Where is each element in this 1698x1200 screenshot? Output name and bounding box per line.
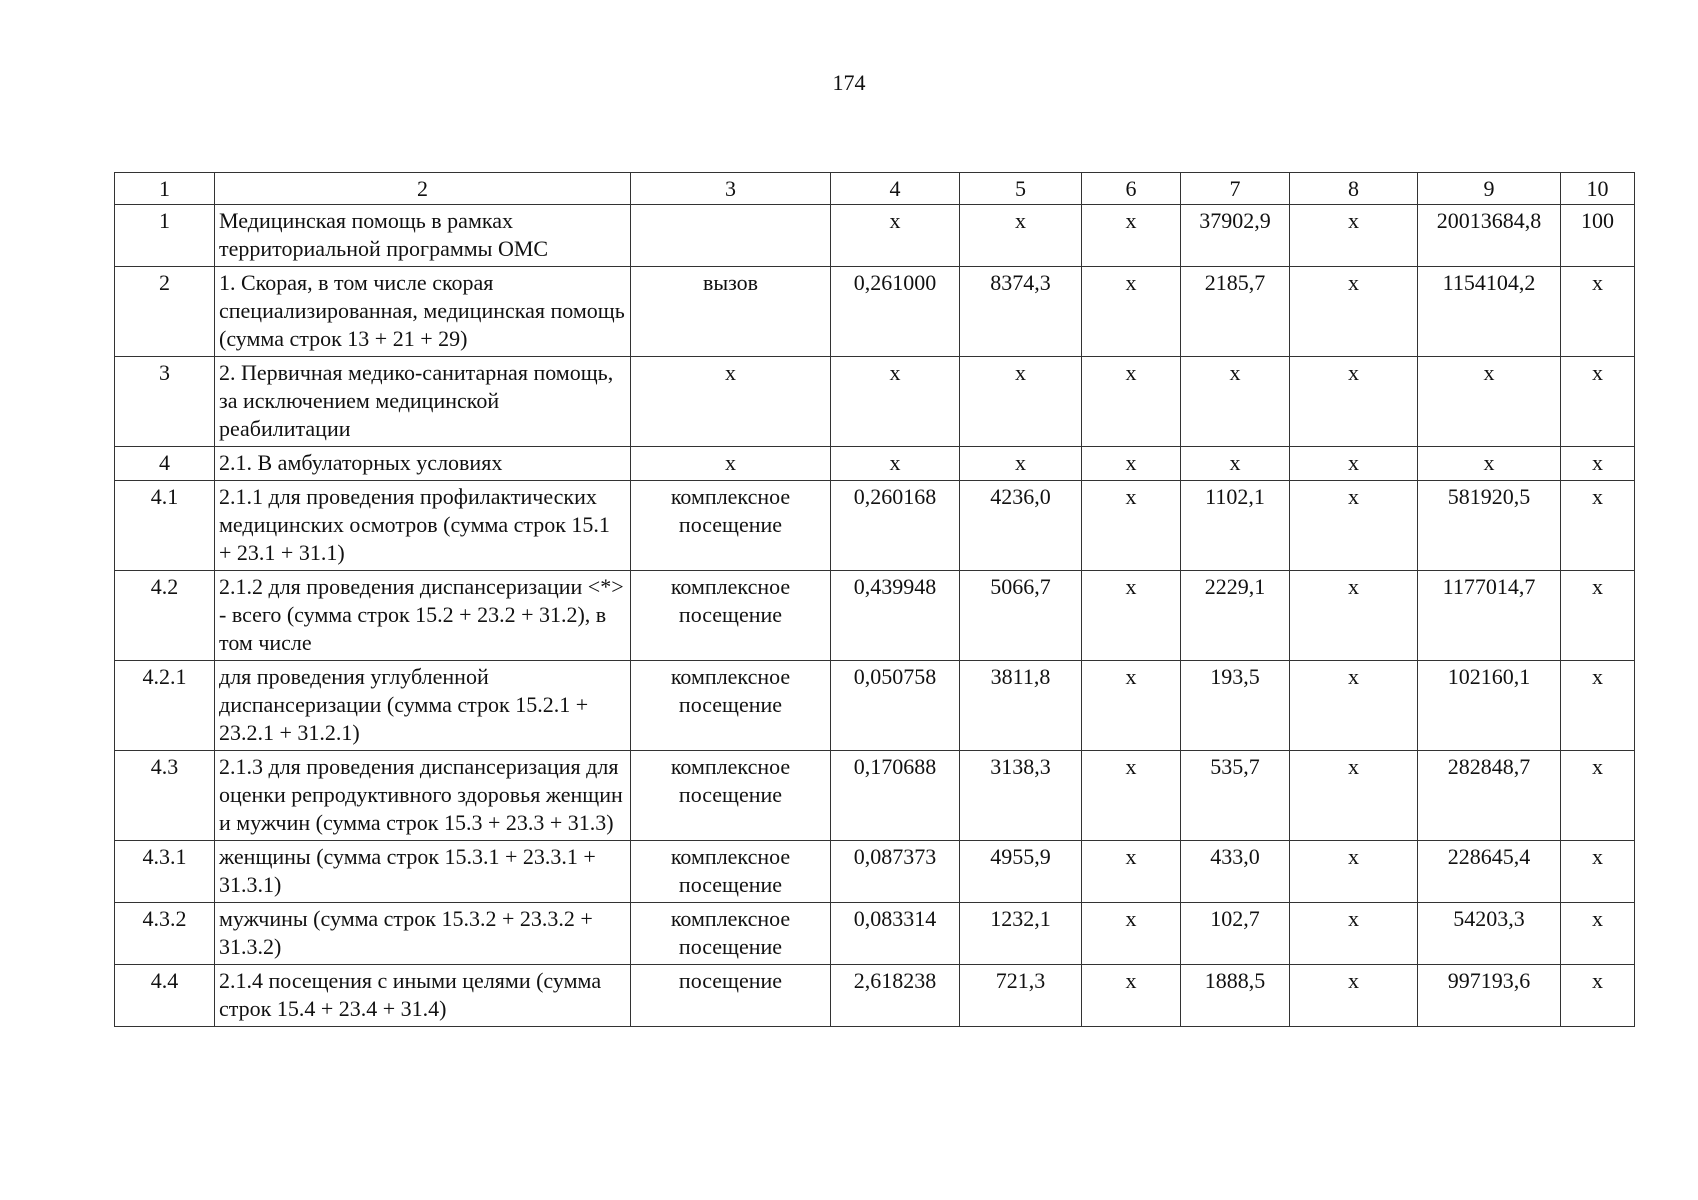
table-row bbox=[115, 357, 1635, 447]
value-cell: x bbox=[1082, 205, 1181, 267]
value-cell: x bbox=[1082, 447, 1181, 481]
value-cell: x bbox=[960, 447, 1082, 481]
value-cell: x bbox=[1082, 267, 1181, 357]
table-row bbox=[115, 571, 1635, 661]
value-cell: 2185,7 bbox=[1181, 267, 1290, 357]
value-cell: x bbox=[960, 205, 1082, 267]
value-cell: x bbox=[1181, 447, 1290, 481]
header-cell: 8 bbox=[1290, 173, 1418, 205]
table-row bbox=[115, 267, 1635, 357]
header-cell: 2 bbox=[215, 173, 631, 205]
row-name-cell: 2.1. В амбулаторных условиях bbox=[215, 447, 631, 481]
row-name-cell: 2.1.2 для проведения диспансеризации <*> - всего (сумма строк 15.2 + 23.2 + 31.2), в том числе bbox=[215, 571, 631, 661]
value-cell: x bbox=[1561, 267, 1635, 357]
value-cell: 2229,1 bbox=[1181, 571, 1290, 661]
unit-cell: комплексное посещение bbox=[631, 661, 831, 751]
value-cell: x bbox=[1082, 751, 1181, 841]
table-row bbox=[115, 751, 1635, 841]
value-cell: 997193,6 bbox=[1418, 965, 1561, 1027]
value-cell: 1102,1 bbox=[1181, 481, 1290, 571]
value-cell: 2,618238 bbox=[831, 965, 960, 1027]
row-name-cell: женщины (сумма строк 15.3.1 + 23.3.1 + 31.3.1) bbox=[215, 841, 631, 903]
row-number-cell: 4.1 bbox=[115, 481, 215, 571]
unit-cell: комплексное посещение bbox=[631, 571, 831, 661]
value-cell: x bbox=[1290, 903, 1418, 965]
row-number-cell: 4.3 bbox=[115, 751, 215, 841]
page-number: 174 bbox=[832, 70, 866, 95]
table-row bbox=[115, 841, 1635, 903]
table-row bbox=[115, 903, 1635, 965]
row-number-cell: 4.3.1 bbox=[115, 841, 215, 903]
value-cell: 433,0 bbox=[1181, 841, 1290, 903]
header-cell: 3 bbox=[631, 173, 831, 205]
unit-cell: комплексное посещение bbox=[631, 481, 831, 571]
row-name-cell: мужчины (сумма строк 15.3.2 + 23.3.2 + 31.3.2) bbox=[215, 903, 631, 965]
value-cell: 102,7 bbox=[1181, 903, 1290, 965]
unit-cell: комплексное посещение bbox=[631, 751, 831, 841]
table-row bbox=[115, 481, 1635, 571]
row-number-cell: 1 bbox=[115, 205, 215, 267]
row-name-cell: для проведения углубленной диспансеризации (сумма строк 15.2.1 + 23.2.1 + 31.2.1) bbox=[215, 661, 631, 751]
value-cell: 0,261000 bbox=[831, 267, 960, 357]
header-cell: 4 bbox=[831, 173, 960, 205]
value-cell: 1154104,2 bbox=[1418, 267, 1561, 357]
row-name-cell: 2.1.4 посещения с иными целями (сумма строк 15.4 + 23.4 + 31.4) bbox=[215, 965, 631, 1027]
header-row bbox=[115, 173, 1635, 205]
value-cell: 4236,0 bbox=[960, 481, 1082, 571]
unit-cell: x bbox=[631, 357, 831, 447]
header-cell: 1 bbox=[115, 173, 215, 205]
table-row bbox=[115, 447, 1635, 481]
value-cell: x bbox=[1561, 447, 1635, 481]
value-cell: 4955,9 bbox=[960, 841, 1082, 903]
value-cell: x bbox=[1082, 571, 1181, 661]
unit-cell bbox=[631, 205, 831, 267]
value-cell: 721,3 bbox=[960, 965, 1082, 1027]
row-number-cell: 4.3.2 bbox=[115, 903, 215, 965]
value-cell: x bbox=[1561, 841, 1635, 903]
value-cell: x bbox=[1290, 965, 1418, 1027]
value-cell: x bbox=[1290, 571, 1418, 661]
table-row bbox=[115, 661, 1635, 751]
value-cell: 8374,3 bbox=[960, 267, 1082, 357]
header-cell: 7 bbox=[1181, 173, 1290, 205]
header-cell: 6 bbox=[1082, 173, 1181, 205]
value-cell: 20013684,8 bbox=[1418, 205, 1561, 267]
row-name-cell: 1. Скорая, в том числе скорая специализированная, медицинская помощь (сумма строк 13 + 21 + 29) bbox=[215, 267, 631, 357]
row-number-cell: 3 bbox=[115, 357, 215, 447]
value-cell: 5066,7 bbox=[960, 571, 1082, 661]
value-cell: x bbox=[1290, 447, 1418, 481]
value-cell: x bbox=[1561, 357, 1635, 447]
value-cell: 1232,1 bbox=[960, 903, 1082, 965]
row-number-cell: 4.4 bbox=[115, 965, 215, 1027]
value-cell: x bbox=[1561, 965, 1635, 1027]
value-cell: x bbox=[1082, 965, 1181, 1027]
row-number-cell: 4.2 bbox=[115, 571, 215, 661]
value-cell: 3811,8 bbox=[960, 661, 1082, 751]
value-cell: x bbox=[1561, 903, 1635, 965]
unit-cell: комплексное посещение bbox=[631, 841, 831, 903]
value-cell: x bbox=[1082, 357, 1181, 447]
value-cell: x bbox=[831, 205, 960, 267]
value-cell: x bbox=[1290, 267, 1418, 357]
value-cell: 193,5 bbox=[1181, 661, 1290, 751]
value-cell: 102160,1 bbox=[1418, 661, 1561, 751]
value-cell: 37902,9 bbox=[1181, 205, 1290, 267]
unit-cell: вызов bbox=[631, 267, 831, 357]
row-name-cell: 2.1.1 для проведения профилактических медицинских осмотров (сумма строк 15.1 + 23.1 + 31.1) bbox=[215, 481, 631, 571]
value-cell: x bbox=[1418, 447, 1561, 481]
value-cell: x bbox=[1181, 357, 1290, 447]
row-number-cell: 2 bbox=[115, 267, 215, 357]
header-cell: 9 bbox=[1418, 173, 1561, 205]
table-row bbox=[115, 965, 1635, 1027]
row-number-cell: 4.2.1 bbox=[115, 661, 215, 751]
row-name-cell: Медицинская помощь в рамках территориальной программы ОМС bbox=[215, 205, 631, 267]
value-cell: 0,260168 bbox=[831, 481, 960, 571]
row-name-cell: 2.1.3 для проведения диспансеризация для оценки репродуктивного здоровья женщин и мужчин (сумма строк 15.3 + 23.3 + 31.3) bbox=[215, 751, 631, 841]
table-row bbox=[115, 205, 1635, 267]
unit-cell: комплексное посещение bbox=[631, 903, 831, 965]
unit-cell: x bbox=[631, 447, 831, 481]
value-cell: x bbox=[1290, 841, 1418, 903]
value-cell: 0,050758 bbox=[831, 661, 960, 751]
value-cell: x bbox=[1082, 841, 1181, 903]
value-cell: 0,439948 bbox=[831, 571, 960, 661]
value-cell: x bbox=[1290, 357, 1418, 447]
value-cell: x bbox=[1290, 481, 1418, 571]
value-cell: x bbox=[831, 447, 960, 481]
value-cell: 0,170688 bbox=[831, 751, 960, 841]
value-cell: x bbox=[831, 357, 960, 447]
value-cell: 100 bbox=[1561, 205, 1635, 267]
value-cell: 3138,3 bbox=[960, 751, 1082, 841]
value-cell: x bbox=[1082, 903, 1181, 965]
value-cell: 535,7 bbox=[1181, 751, 1290, 841]
value-cell: x bbox=[1290, 205, 1418, 267]
row-name-cell: 2. Первичная медико-санитарная помощь, за исключением медицинской реабилитации bbox=[215, 357, 631, 447]
header-cell: 10 bbox=[1561, 173, 1635, 205]
value-cell: x bbox=[1082, 661, 1181, 751]
header-cell: 5 bbox=[960, 173, 1082, 205]
value-cell: x bbox=[1290, 661, 1418, 751]
data-table bbox=[114, 172, 1635, 1027]
value-cell: 581920,5 bbox=[1418, 481, 1561, 571]
unit-cell: посещение bbox=[631, 965, 831, 1027]
value-cell: x bbox=[1561, 481, 1635, 571]
value-cell: 0,083314 bbox=[831, 903, 960, 965]
value-cell: x bbox=[1290, 751, 1418, 841]
value-cell: x bbox=[960, 357, 1082, 447]
row-number-cell: 4 bbox=[115, 447, 215, 481]
value-cell: 1177014,7 bbox=[1418, 571, 1561, 661]
value-cell: x bbox=[1082, 481, 1181, 571]
value-cell: 228645,4 bbox=[1418, 841, 1561, 903]
value-cell: 54203,3 bbox=[1418, 903, 1561, 965]
value-cell: 282848,7 bbox=[1418, 751, 1561, 841]
value-cell: 0,087373 bbox=[831, 841, 960, 903]
value-cell: x bbox=[1561, 571, 1635, 661]
value-cell: x bbox=[1418, 357, 1561, 447]
value-cell: x bbox=[1561, 751, 1635, 841]
value-cell: x bbox=[1561, 661, 1635, 751]
value-cell: 1888,5 bbox=[1181, 965, 1290, 1027]
